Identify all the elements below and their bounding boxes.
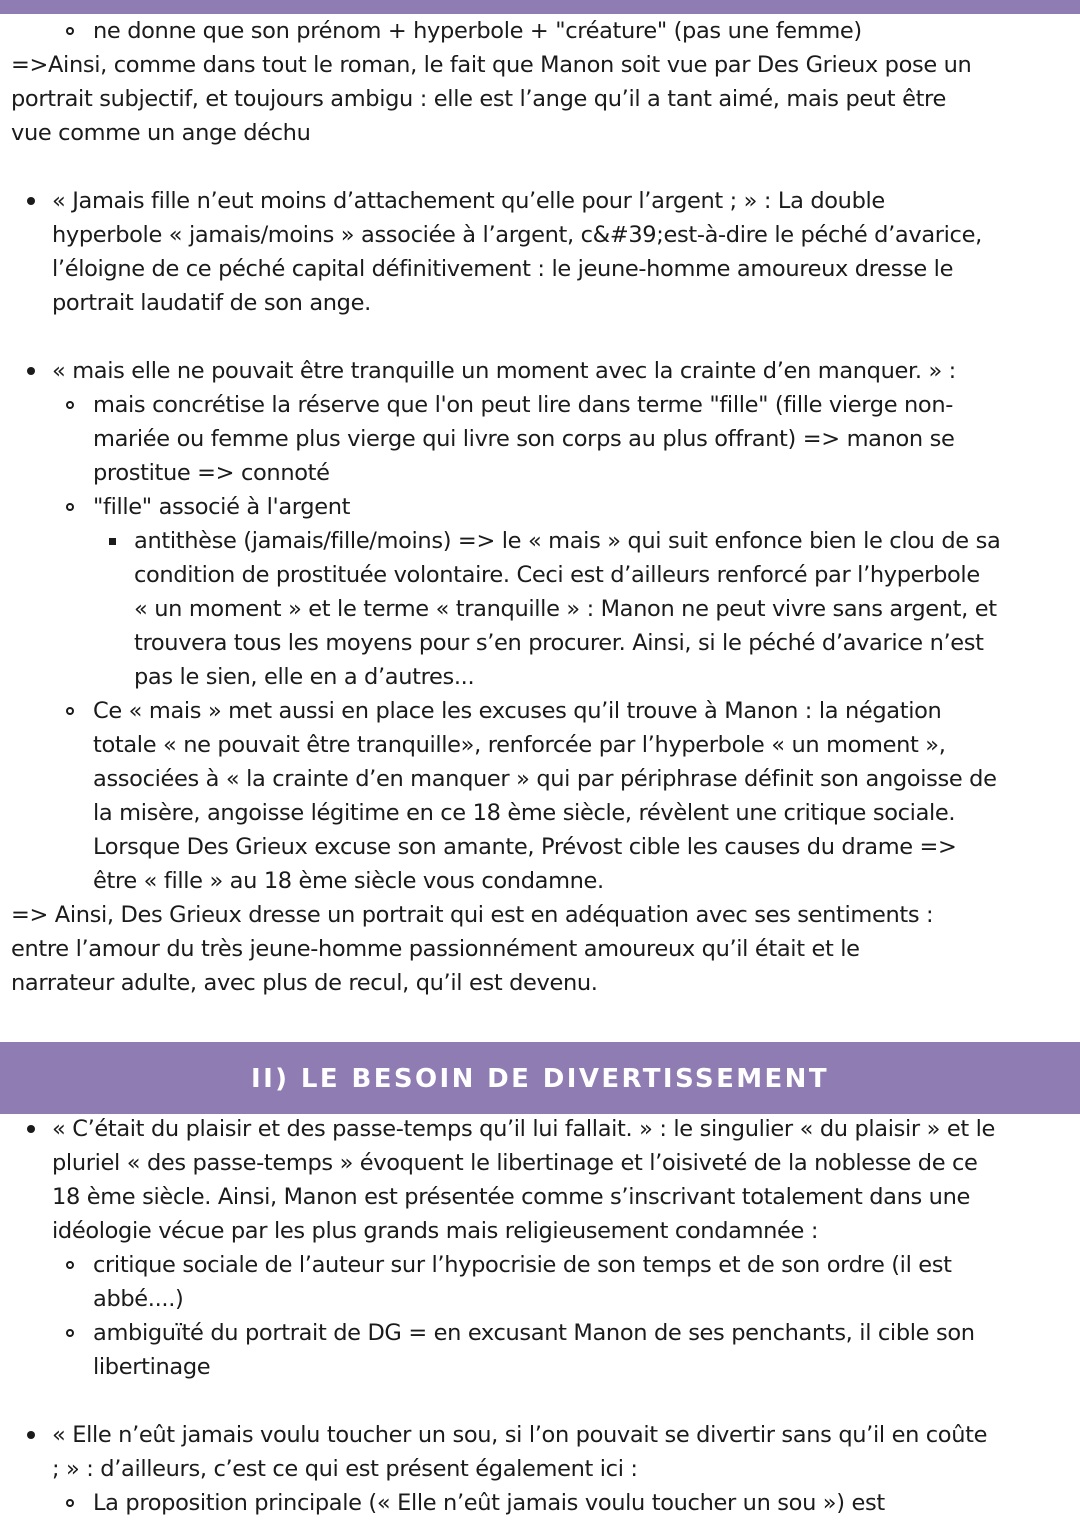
text-line: « un moment » et le terme « tranquille » : Manon ne peut vivre sans argent, et: [134, 596, 997, 622]
text-line: idéologie vécue par les plus grands mais religieusement condamnée :: [52, 1218, 819, 1244]
text-line: ambiguïté du portrait de DG = en excusant Manon de ses penchants, il cible son: [93, 1320, 975, 1346]
text-line: trouvera tous les moyens pour s’en procurer. Ainsi, si le péché d’avarice n’est: [134, 630, 984, 656]
text-line: la misère, angoisse légitime en ce 18 ème siècle, révèlent une critique sociale.: [93, 800, 956, 826]
text-line: ; » : d’ailleurs, c’est ce qui est présent également ici :: [52, 1456, 638, 1482]
hollow-bullet: [66, 503, 74, 511]
text-line: vue comme un ange déchu: [11, 120, 311, 146]
text-line: entre l’amour du très jeune-homme passionnément amoureux qu’il était et le: [11, 936, 860, 962]
text-line: Lorsque Des Grieux excuse son amante, Prévost cible les causes du drame =>: [93, 834, 957, 860]
bullet: [27, 197, 35, 205]
text-line: narrateur adulte, avec plus de recul, qu’il est devenu.: [11, 970, 598, 996]
text-line: libertinage: [93, 1354, 211, 1380]
text-line: être « fille » au 18 ème siècle vous condamne.: [93, 868, 604, 894]
text-line: =>Ainsi, comme dans tout le roman, le fait que Manon soit vue par Des Grieux pose un: [11, 52, 972, 78]
bullet: [27, 1431, 35, 1439]
hollow-bullet: [66, 1499, 74, 1507]
text-line: « mais elle ne pouvait être tranquille un moment avec la crainte d’en manquer. » :: [52, 358, 956, 384]
text-line: « Elle n’eût jamais voulu toucher un sou, si l’on pouvait se divertir sans qu’il en coûte: [52, 1422, 988, 1448]
text-line: condition de prostituée volontaire. Ceci est d’ailleurs renforcé par l’hyperbole: [134, 562, 980, 588]
text-line: portrait laudatif de son ange.: [52, 290, 371, 316]
top-accent-bar: [0, 0, 1080, 14]
text-line: associées à « la crainte d’en manquer » qui par périphrase définit son angoisse de: [93, 766, 997, 792]
section-heading: II) LE BESOIN DE DIVERTISSEMENT: [251, 1064, 829, 1094]
text-line: => Ainsi, Des Grieux dresse un portrait qui est en adéquation avec ses sentiments :: [11, 902, 934, 928]
hollow-bullet: [66, 401, 74, 409]
text-line: mariée ou femme plus vierge qui livre son corps au plus offrant) => manon se: [93, 426, 955, 452]
bullet: [27, 1125, 35, 1133]
text-line: portrait subjectif, et toujours ambigu : elle est l’ange qu’il a tant aimé, mais peut être: [11, 86, 946, 112]
text-line: « Jamais fille n’eut moins d’attachement qu’elle pour l’argent ; » : La double: [52, 188, 885, 214]
hollow-bullet: [66, 1261, 74, 1269]
text-line: l’éloigne de ce péché capital définitivement : le jeune-homme amoureux dresse le: [52, 256, 954, 282]
text-line: Ce « mais » met aussi en place les excuses qu’il trouve à Manon : la négation: [93, 698, 942, 724]
text-line: 18 ème siècle. Ainsi, Manon est présentée comme s’inscrivant totalement dans une: [52, 1184, 970, 1210]
text-line: "fille" associé à l'argent: [93, 494, 351, 520]
square-bullet: [109, 538, 116, 545]
text-line: pas le sien, elle en a d’autres...: [134, 664, 475, 690]
text-line: « C’était du plaisir et des passe-temps qu’il lui fallait. » : le singulier « du plaisir » et le: [52, 1116, 995, 1142]
text-line: La proposition principale (« Elle n’eût jamais voulu toucher un sou ») est: [93, 1490, 885, 1516]
text-line: pluriel « des passe-temps » évoquent le libertinage et l’oisiveté de la noblesse de ce: [52, 1150, 978, 1176]
hollow-bullet: [66, 27, 74, 35]
bullet: [27, 367, 35, 375]
text-line: ne donne que son prénom + hyperbole + "créature" (pas une femme): [93, 18, 862, 44]
text-line: abbé....): [93, 1286, 184, 1312]
text-line: totale « ne pouvait être tranquille», renforcée par l’hyperbole « un moment »,: [93, 732, 946, 758]
text-line: critique sociale de l’auteur sur l’hypocrisie de son temps et de son ordre (il est: [93, 1252, 952, 1278]
text-line: mais concrétise la réserve que l'on peut lire dans terme "fille" (fille vierge non-: [93, 392, 954, 418]
text-line: prostitue => connoté: [93, 460, 330, 486]
text-line: hyperbole « jamais/moins » associée à l’argent, c&#39;est-à-dire le péché d’avarice,: [52, 222, 982, 248]
hollow-bullet: [66, 1329, 74, 1337]
text-line: antithèse (jamais/fille/moins) => le « mais » qui suit enfonce bien le clou de sa: [134, 528, 1001, 554]
hollow-bullet: [66, 707, 74, 715]
section-heading-banner: [0, 1042, 1080, 1114]
